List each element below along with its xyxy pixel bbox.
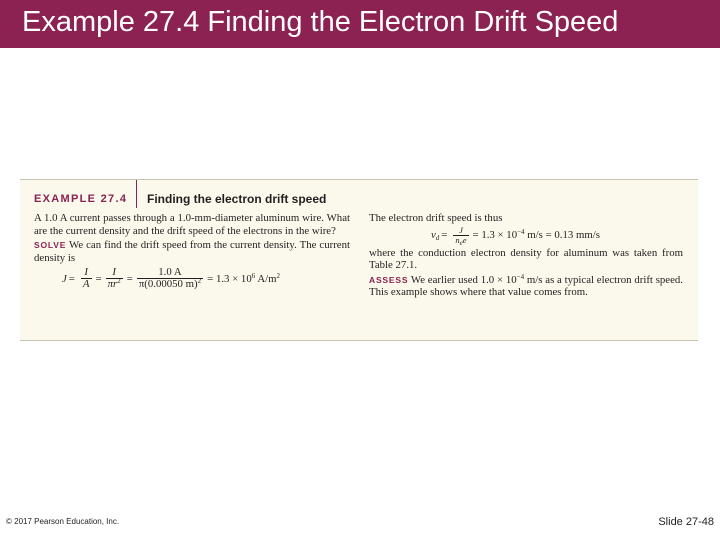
eq1-fraction-3: $\frac{1.0 A}{\pi(0.00050 m)^2}$ bbox=[138, 266, 202, 291]
assess-paragraph: ASSESS We earlier used $1.0 \times 10^{-4}$ m/s as a typical electron drift speed. This example shows where that value comes from. bbox=[369, 272, 683, 299]
example-label: EXAMPLE 27.4 bbox=[34, 193, 128, 205]
slide-number: Slide 27-48 bbox=[658, 516, 714, 528]
left-column bbox=[34, 212, 350, 290]
eq2-lhs: $v_d$ bbox=[431, 229, 440, 243]
eq1-lhs: J bbox=[62, 272, 67, 285]
problem-text: A 1.0 A current passes through a 1.0-mm-diameter aluminum wire. What are the current density and the drift speed of the electrons in the wire? bbox=[34, 212, 350, 237]
solve-label: SOLVE bbox=[34, 240, 67, 251]
eq1-fraction-2: $\frac{I}{\pi r^2}$ bbox=[107, 266, 121, 291]
drift-intro: The electron drift speed is thus bbox=[369, 212, 503, 224]
example-header bbox=[20, 179, 698, 210]
copyright-text: © 2017 Pearson Education, Inc. bbox=[6, 517, 120, 526]
assess-label: ASSESS bbox=[369, 274, 409, 285]
drift-speed-equation: $v_d$ = $\frac{J}{n_ee}$ = $1.3 \times 10^{-4}$ m/s = 0.13 mm/s bbox=[431, 224, 600, 247]
eq1-fraction-1: $\frac{I}{A}$ bbox=[82, 266, 90, 291]
eq1-result: = $1.3 \times 10^6$ $A/m^2$ bbox=[207, 271, 281, 285]
title-bar bbox=[0, 0, 720, 48]
solve-text: We can find the drift speed from the current density. The current density is bbox=[34, 239, 350, 264]
eq2-result: = $1.3 \times 10^{-4}$ m/s = 0.13 mm/s bbox=[472, 228, 600, 242]
example-box bbox=[20, 179, 698, 341]
slide-title: Example 27.4 Finding the Electron Drift Speed bbox=[22, 6, 619, 38]
header-divider bbox=[136, 180, 137, 208]
conduction-text: where the conduction electron density for aluminum was taken from Table 27.1. bbox=[369, 246, 683, 272]
eq2-fraction: $\frac{J}{n_ee}$ bbox=[455, 224, 467, 247]
right-column bbox=[369, 212, 683, 299]
example-heading: Finding the electron drift speed bbox=[147, 192, 327, 206]
current-density-equation: J = $\frac{I}{A}$ = $\frac{I}{\pi r^2}$ = $\frac{1.0 A}{\pi(0.00050 m)^2}$ = $1.3 \times 10^6$ $A/m^2$ bbox=[62, 266, 281, 291]
solve-paragraph bbox=[34, 239, 350, 264]
